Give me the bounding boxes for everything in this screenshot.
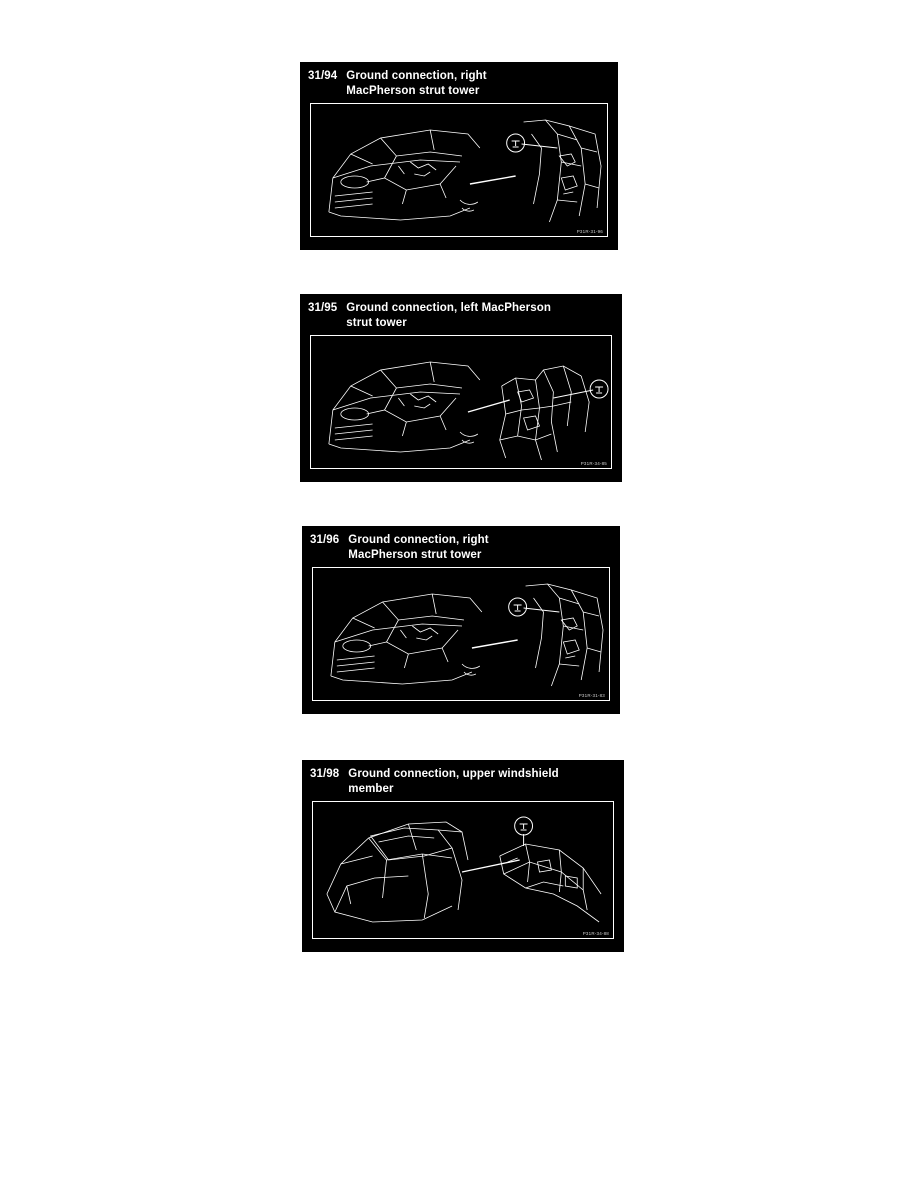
- figure-title: [346, 69, 612, 99]
- figure-title-line-1: Ground connection, right: [346, 70, 487, 82]
- figure-31-95: [300, 294, 622, 482]
- artwork-code: P31R-31-96: [576, 229, 603, 234]
- figure-title-line-1: Ground connection, left MacPherson: [346, 302, 551, 314]
- figure-number: 31/94: [308, 70, 338, 82]
- figure-title-line-2: strut tower: [346, 317, 407, 329]
- figure-artwork: [312, 801, 614, 939]
- figure-number: 31/98: [310, 768, 340, 780]
- figure-number: 31/96: [310, 534, 340, 546]
- artwork-code: P31R-34-88: [582, 931, 609, 936]
- artwork-code: P31R-34-85: [580, 461, 607, 466]
- figure-title: [348, 533, 614, 563]
- figure-31-98: [302, 760, 624, 952]
- engine-bay-right-ground-drawing: [311, 104, 607, 236]
- engine-bay-left-ground-drawing: [311, 336, 611, 468]
- figure-31-96: [302, 526, 620, 714]
- figure-caption: [300, 294, 622, 335]
- figure-31-94: [300, 62, 618, 250]
- engine-bay-right-ground-drawing-2: [313, 568, 609, 700]
- figure-caption: [300, 62, 618, 103]
- windshield-member-ground-drawing: [313, 802, 613, 938]
- figure-title-line-1: Ground connection, right: [348, 534, 489, 546]
- figure-caption: [302, 760, 624, 801]
- figure-artwork: [312, 567, 610, 701]
- figure-artwork: [310, 103, 608, 237]
- figure-caption: [302, 526, 620, 567]
- figure-title-line-2: MacPherson strut tower: [348, 549, 482, 561]
- figure-title: [348, 767, 618, 797]
- figure-title-line-2: MacPherson strut tower: [346, 85, 480, 97]
- artwork-code: P31R-31-83: [578, 693, 605, 698]
- figure-title-line-1: Ground connection, upper windshield: [348, 768, 559, 780]
- figure-artwork: [310, 335, 612, 469]
- figure-number: 31/95: [308, 302, 338, 314]
- figure-title: [346, 301, 616, 331]
- figure-title-line-2: member: [348, 783, 394, 795]
